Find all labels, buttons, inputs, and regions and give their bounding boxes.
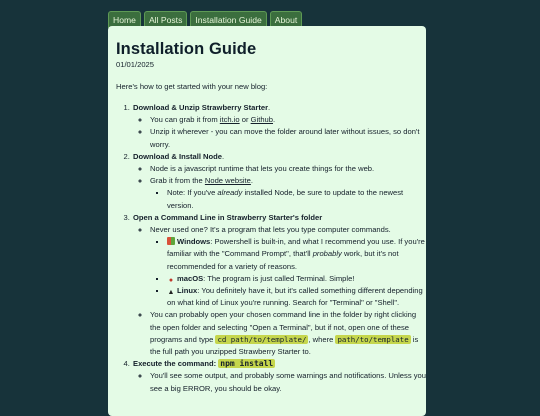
step-3-item-b: ◦ You can probably open your chosen command line in the folder by right clicking the open folder and selecting "Open a Terminal", but if not, open one of these programs and type cd path/to/template/ , where path/to/template is the full path you unzipped Strawberry Starter to. — [150, 309, 426, 358]
windows-icon — [167, 237, 175, 245]
node-note: ▪ Note: If you've already installed Node, be sure to update to the newest version. — [167, 187, 426, 211]
penguin-icon: ▲ — [167, 289, 175, 297]
nav-home-tab[interactable]: Home — [108, 11, 141, 28]
path-code: path/to/template — [337, 334, 409, 344]
cd-command-code: cd path/to/template/ — [217, 334, 307, 344]
step-2: 2. Download & Install Node. ◦ Node is a javascript runtime that lets you create things for the web. ◦ Grab it from the Node website. ▪ Note: If you've already installed Node, be sure to update to the newest version. — [132, 151, 426, 212]
windows-note: ▪ Windows: Powershell is built-in, and what I recommend you use. If you're familiar with the "Command Prompt", that'll probably work, but it's not recommended for a variety of reasons. — [167, 236, 426, 273]
step-1-item-a: ◦ You can grab it from itch.io or Github. — [150, 114, 426, 126]
post-intro: Here's how to get started with your new blog: — [116, 82, 268, 91]
step-1-title: Download & Unzip Strawberry Starter — [133, 103, 269, 112]
nav-about-tab[interactable]: About — [270, 11, 302, 28]
step-2-item-b: ◦ Grab it from the Node website. ▪ Note: If you've already installed Node, be sure to update to the newest version. — [150, 175, 426, 212]
step-3 — [132, 212, 426, 358]
post-title: Installation Guide — [116, 40, 257, 58]
step-4-item-a: ◦ You'll see some output, and probably some warnings and notifications. Unless you see a big ERROR, you should be okay. — [150, 370, 426, 394]
nav-all-posts-tab[interactable]: All Posts — [144, 11, 187, 28]
post-date: 01/01/2025 — [116, 60, 155, 69]
step-4-title: Execute the command: — [133, 359, 219, 369]
post-card — [108, 26, 426, 416]
itch-io-link[interactable]: itch.io — [219, 115, 240, 125]
linux-note: ▪ ▲ Linux: You definitely have it, but it's called something different depending on what kind of Linux you're running. Search for "Terminal" or "Shell". — [167, 285, 426, 309]
step-3-item-a: ◦ Never used one? It's a program that lets you type computer commands. ▪ Windows: Powershell is built-in, and what I recommend you use. If you're familiar with the "Command Prompt", that'll probably work, but it's not recommended for a variety of reasons. ▪ ● macOS: The program is just called Terminal. Simple! ▪ ▲ Linux: You definitely have it, but it's called something different depending on what kind of Linux you're running. Search for "Terminal" or "Shell". — [150, 224, 426, 309]
step-1: 1. Download & Unzip Strawberry Starter. ◦ You can grab it from itch.io or Github. ◦ Unzip it wherever - you can move the folder around later without issues, so don't worry. — [132, 102, 426, 151]
step-3-title: Open a Command Line in Strawberry Starter's folder — [133, 212, 323, 222]
macos-note: ▪ ● macOS: The program is just called Terminal. Simple! — [167, 273, 426, 285]
apple-icon: ● — [168, 276, 174, 284]
node-website-link[interactable]: Node website — [204, 176, 251, 186]
steps-list — [116, 102, 426, 395]
nav-installation-guide-tab[interactable]: Installation Guide — [190, 11, 266, 28]
github-link[interactable]: Github — [250, 115, 273, 125]
step-1-item-b: ◦ Unzip it wherever - you can move the folder around later without issues, so don't worry. — [150, 126, 426, 150]
step-4 — [132, 358, 426, 395]
npm-install-code: npm install — [220, 359, 274, 369]
step-2-title: Download & Install Node — [133, 151, 223, 161]
step-2-item-a: ◦ Node is a javascript runtime that lets you create things for the web. — [150, 163, 426, 175]
